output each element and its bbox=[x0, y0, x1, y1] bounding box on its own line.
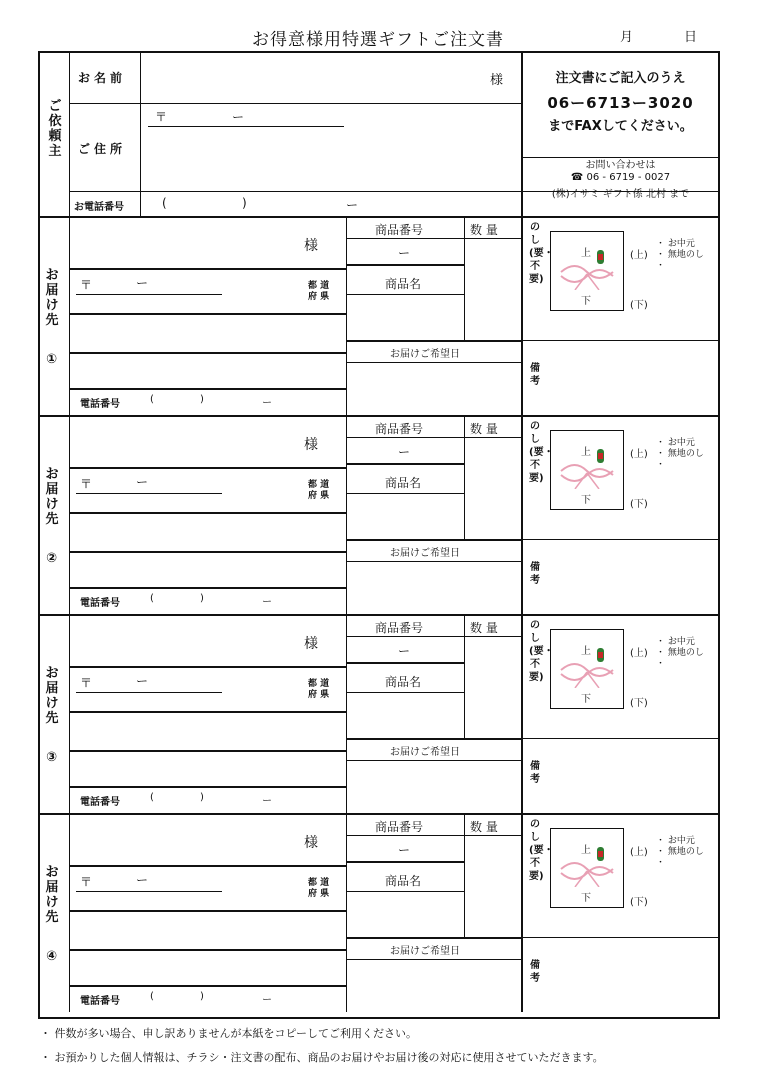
recipient-postal-dash: ー bbox=[136, 475, 149, 489]
product-number-dash: ー bbox=[398, 843, 411, 857]
option-blank[interactable]: ・ bbox=[656, 858, 666, 868]
option-plain-noshi[interactable]: ・ 無地のし bbox=[656, 449, 704, 459]
delivery-date-field[interactable] bbox=[349, 564, 517, 608]
prefecture-top: 都 道 bbox=[308, 878, 330, 888]
remarks-label: 備考 bbox=[530, 960, 540, 984]
remarks-label: 備考 bbox=[530, 562, 540, 586]
phone-dash: ー bbox=[346, 198, 359, 212]
recipient-side-label: お届け先 bbox=[45, 467, 59, 527]
recipient-phone-open: ( bbox=[150, 991, 154, 1002]
recipient-postal-dash: ー bbox=[136, 674, 149, 688]
recipient-number: ① bbox=[46, 352, 58, 367]
postal-mark: 〒 bbox=[155, 110, 168, 124]
phone-open: ( bbox=[162, 196, 167, 210]
fax-line3: までFAXしてください。 bbox=[548, 119, 693, 134]
recipient-honorific: 様 bbox=[304, 437, 318, 453]
recipient-number: ④ bbox=[46, 949, 58, 964]
quantity-label: 数 量 bbox=[470, 223, 498, 237]
recipient-name-field[interactable] bbox=[72, 220, 292, 265]
option-blank[interactable]: ・ bbox=[656, 460, 666, 470]
product-number-label: 商品番号 bbox=[375, 621, 424, 635]
product-name-field[interactable] bbox=[349, 893, 461, 935]
option-ochugen[interactable]: ・ お中元 bbox=[656, 239, 695, 249]
recipient-phone-dash: ー bbox=[262, 796, 272, 807]
noshi-lower-field[interactable]: (下) bbox=[630, 300, 648, 311]
noshi-ribbon-icon bbox=[557, 648, 617, 688]
remarks-label: 備考 bbox=[530, 363, 540, 387]
recipient-section-2 bbox=[40, 415, 718, 614]
option-plain-noshi[interactable]: ・ 無地のし bbox=[656, 250, 704, 260]
requester-honorific: 様 bbox=[490, 73, 504, 88]
recipient-phone-label: 電話番号 bbox=[80, 399, 120, 410]
contact-line1: お問い合わせは bbox=[585, 160, 656, 171]
recipient-side-label: お届け先 bbox=[45, 268, 59, 328]
contact-line3: (株)イサミ ギフト係 北村 まで bbox=[551, 189, 690, 200]
recipient-honorific: 様 bbox=[304, 238, 318, 254]
delivery-date-label: お届けご希望日 bbox=[390, 548, 460, 559]
recipient-address-field[interactable] bbox=[72, 912, 342, 946]
noshi-top-label: 上 bbox=[581, 845, 591, 856]
noshi-lower-field[interactable]: (下) bbox=[630, 499, 648, 510]
recipient-section-1 bbox=[40, 216, 718, 415]
footer-note-1: ・ 件数が多い場合、申し訳ありませんが本紙をコピーしてご利用ください。 bbox=[40, 1027, 418, 1040]
product-number-dash: ー bbox=[398, 644, 411, 658]
recipient-side-label: お届け先 bbox=[45, 865, 59, 925]
recipient-phone-dash: ー bbox=[262, 995, 272, 1006]
noshi-ribbon-icon bbox=[557, 847, 617, 887]
noshi-box bbox=[550, 231, 624, 311]
fax-number: 06ー6713ー3020 bbox=[547, 94, 694, 112]
product-number-label: 商品番号 bbox=[375, 223, 424, 237]
quantity-label: 数 量 bbox=[470, 422, 498, 436]
noshi-ribbon-icon bbox=[557, 449, 617, 489]
recipient-name-field[interactable] bbox=[72, 419, 292, 464]
product-number-dash: ー bbox=[398, 445, 411, 459]
product-number-field[interactable] bbox=[349, 240, 461, 262]
noshi-bottom-label: 下 bbox=[581, 296, 591, 307]
prefecture-top: 都 道 bbox=[308, 281, 330, 291]
recipient-number: ② bbox=[46, 551, 58, 566]
fax-notice bbox=[522, 53, 719, 157]
recipient-phone-close: ) bbox=[200, 593, 204, 604]
noshi-box bbox=[550, 430, 624, 510]
product-number-label: 商品番号 bbox=[375, 422, 424, 436]
recipient-phone-dash: ー bbox=[262, 597, 272, 608]
noshi-upper-field[interactable]: (上) bbox=[630, 250, 648, 261]
recipient-number: ③ bbox=[46, 750, 58, 765]
recipient-phone-close: ) bbox=[200, 792, 204, 803]
recipient-address-field[interactable] bbox=[72, 315, 342, 349]
noshi-lower-field[interactable]: (下) bbox=[630, 698, 648, 709]
address-field[interactable] bbox=[142, 129, 517, 187]
delivery-date-label: お届けご希望日 bbox=[390, 946, 460, 957]
noshi-upper-field[interactable]: (上) bbox=[630, 847, 648, 858]
delivery-date-field[interactable] bbox=[349, 763, 517, 807]
name-label: お名前 bbox=[78, 71, 127, 85]
recipient-postal-mark: 〒 bbox=[80, 676, 93, 690]
recipient-postal-mark: 〒 bbox=[80, 875, 93, 889]
option-blank[interactable]: ・ bbox=[656, 659, 666, 669]
quantity-label: 数 量 bbox=[470, 621, 498, 635]
recipient-phone-label: 電話番号 bbox=[80, 797, 120, 808]
noshi-top-label: 上 bbox=[581, 646, 591, 657]
quantity-field[interactable] bbox=[467, 638, 517, 734]
noshi-bottom-label: 下 bbox=[581, 893, 591, 904]
noshi-upper-field[interactable]: (上) bbox=[630, 648, 648, 659]
remarks-field[interactable] bbox=[546, 543, 714, 609]
product-name-field[interactable] bbox=[349, 694, 461, 736]
recipient-phone-field[interactable] bbox=[158, 789, 338, 809]
recipient-phone-dash: ー bbox=[262, 398, 272, 409]
postal-dash: ー bbox=[232, 110, 245, 124]
noshi-bottom-label: 下 bbox=[581, 495, 591, 506]
month-label: 月 bbox=[620, 30, 634, 45]
product-name-label: 商品名 bbox=[385, 675, 422, 689]
quantity-field[interactable] bbox=[467, 240, 517, 336]
recipient-phone-label: 電話番号 bbox=[80, 996, 120, 1007]
option-blank[interactable]: ・ bbox=[656, 261, 666, 271]
product-name-field[interactable] bbox=[349, 495, 461, 537]
product-number-field[interactable] bbox=[349, 638, 461, 660]
product-number-dash: ー bbox=[398, 246, 411, 260]
phone-close: ) bbox=[242, 196, 247, 210]
option-ochugen[interactable]: ・ お中元 bbox=[656, 836, 695, 846]
noshi-lower-field[interactable]: (下) bbox=[630, 897, 648, 908]
option-ochugen[interactable]: ・ お中元 bbox=[656, 438, 695, 448]
recipient-phone-open: ( bbox=[150, 394, 154, 405]
recipient-postal-dash: ー bbox=[136, 873, 149, 887]
phone-label: お電話番号 bbox=[74, 202, 124, 213]
noshi-box bbox=[550, 629, 624, 709]
quantity-field[interactable] bbox=[467, 837, 517, 933]
recipient-section-4 bbox=[40, 813, 718, 1012]
noshi-label: のし(要・不要) bbox=[529, 819, 554, 882]
noshi-top-label: 上 bbox=[581, 447, 591, 458]
recipient-phone-open: ( bbox=[150, 792, 154, 803]
footer-note-2: ・ お預かりした個人情報は、チラシ・注文書の配布、商品のお届けやお届け後の対応に使用させていただきます。 bbox=[40, 1051, 604, 1064]
recipient-postal-dash: ー bbox=[136, 276, 149, 290]
remarks-field[interactable] bbox=[546, 941, 714, 1007]
requester-section bbox=[40, 53, 718, 216]
recipient-section-3 bbox=[40, 614, 718, 813]
day-label: 日 bbox=[684, 30, 698, 45]
prefecture-bottom: 府 県 bbox=[308, 889, 330, 899]
phone-field[interactable] bbox=[170, 193, 510, 213]
noshi-upper-field[interactable]: (上) bbox=[630, 449, 648, 460]
recipient-address-field[interactable] bbox=[72, 713, 342, 747]
product-name-label: 商品名 bbox=[385, 277, 422, 291]
order-form bbox=[38, 51, 720, 1019]
product-number-field[interactable] bbox=[349, 439, 461, 461]
contact-phone: ☎ 06 - 6719 - 0027 bbox=[570, 172, 671, 183]
recipient-address-field[interactable] bbox=[72, 514, 342, 548]
delivery-date-field[interactable] bbox=[349, 365, 517, 409]
remarks-field[interactable] bbox=[546, 742, 714, 808]
product-number-field[interactable] bbox=[349, 837, 461, 859]
delivery-date-label: お届けご希望日 bbox=[390, 747, 460, 758]
noshi-label: のし(要・不要) bbox=[529, 222, 554, 285]
quantity-label: 数 量 bbox=[470, 820, 498, 834]
page-title: お得意様用特選ギフトご注文書 bbox=[252, 30, 504, 50]
fax-line1: 注文書にご記入のうえ bbox=[555, 71, 686, 86]
address-label: ご住所 bbox=[78, 142, 127, 156]
remarks-field[interactable] bbox=[546, 344, 714, 410]
prefecture-bottom: 府 県 bbox=[308, 491, 330, 501]
product-name-label: 商品名 bbox=[385, 874, 422, 888]
recipient-phone-field[interactable] bbox=[158, 590, 338, 610]
recipient-name-field[interactable] bbox=[72, 817, 292, 862]
recipient-postal-mark: 〒 bbox=[80, 278, 93, 292]
requester-side-label: ご依頼主 bbox=[48, 99, 62, 159]
delivery-date-label: お届けご希望日 bbox=[390, 349, 460, 360]
delivery-date-field[interactable] bbox=[349, 962, 517, 1006]
product-number-label: 商品番号 bbox=[375, 820, 424, 834]
recipient-phone-label: 電話番号 bbox=[80, 598, 120, 609]
remarks-label: 備考 bbox=[530, 761, 540, 785]
recipient-side-label: お届け先 bbox=[45, 666, 59, 726]
recipient-phone-close: ) bbox=[200, 394, 204, 405]
prefecture-bottom: 府 県 bbox=[308, 690, 330, 700]
product-name-label: 商品名 bbox=[385, 476, 422, 490]
option-plain-noshi[interactable]: ・ 無地のし bbox=[656, 648, 704, 658]
option-ochugen[interactable]: ・ お中元 bbox=[656, 637, 695, 647]
prefecture-bottom: 府 県 bbox=[308, 292, 330, 302]
recipient-postal-mark: 〒 bbox=[80, 477, 93, 491]
noshi-bottom-label: 下 bbox=[581, 694, 591, 705]
noshi-ribbon-icon bbox=[557, 250, 617, 290]
recipient-phone-close: ) bbox=[200, 991, 204, 1002]
name-field[interactable] bbox=[142, 57, 482, 101]
prefecture-top: 都 道 bbox=[308, 679, 330, 689]
recipient-phone-field[interactable] bbox=[158, 988, 338, 1008]
recipient-honorific: 様 bbox=[304, 835, 318, 851]
noshi-box bbox=[550, 828, 624, 908]
prefecture-top: 都 道 bbox=[308, 480, 330, 490]
recipient-honorific: 様 bbox=[304, 636, 318, 652]
option-plain-noshi[interactable]: ・ 無地のし bbox=[656, 847, 704, 857]
product-name-field[interactable] bbox=[349, 296, 461, 338]
recipient-phone-open: ( bbox=[150, 593, 154, 604]
noshi-top-label: 上 bbox=[581, 248, 591, 259]
quantity-field[interactable] bbox=[467, 439, 517, 535]
noshi-label: のし(要・不要) bbox=[529, 620, 554, 683]
noshi-label: のし(要・不要) bbox=[529, 421, 554, 484]
recipient-name-field[interactable] bbox=[72, 618, 292, 663]
recipient-phone-field[interactable] bbox=[158, 391, 338, 411]
contact-info bbox=[522, 157, 719, 201]
